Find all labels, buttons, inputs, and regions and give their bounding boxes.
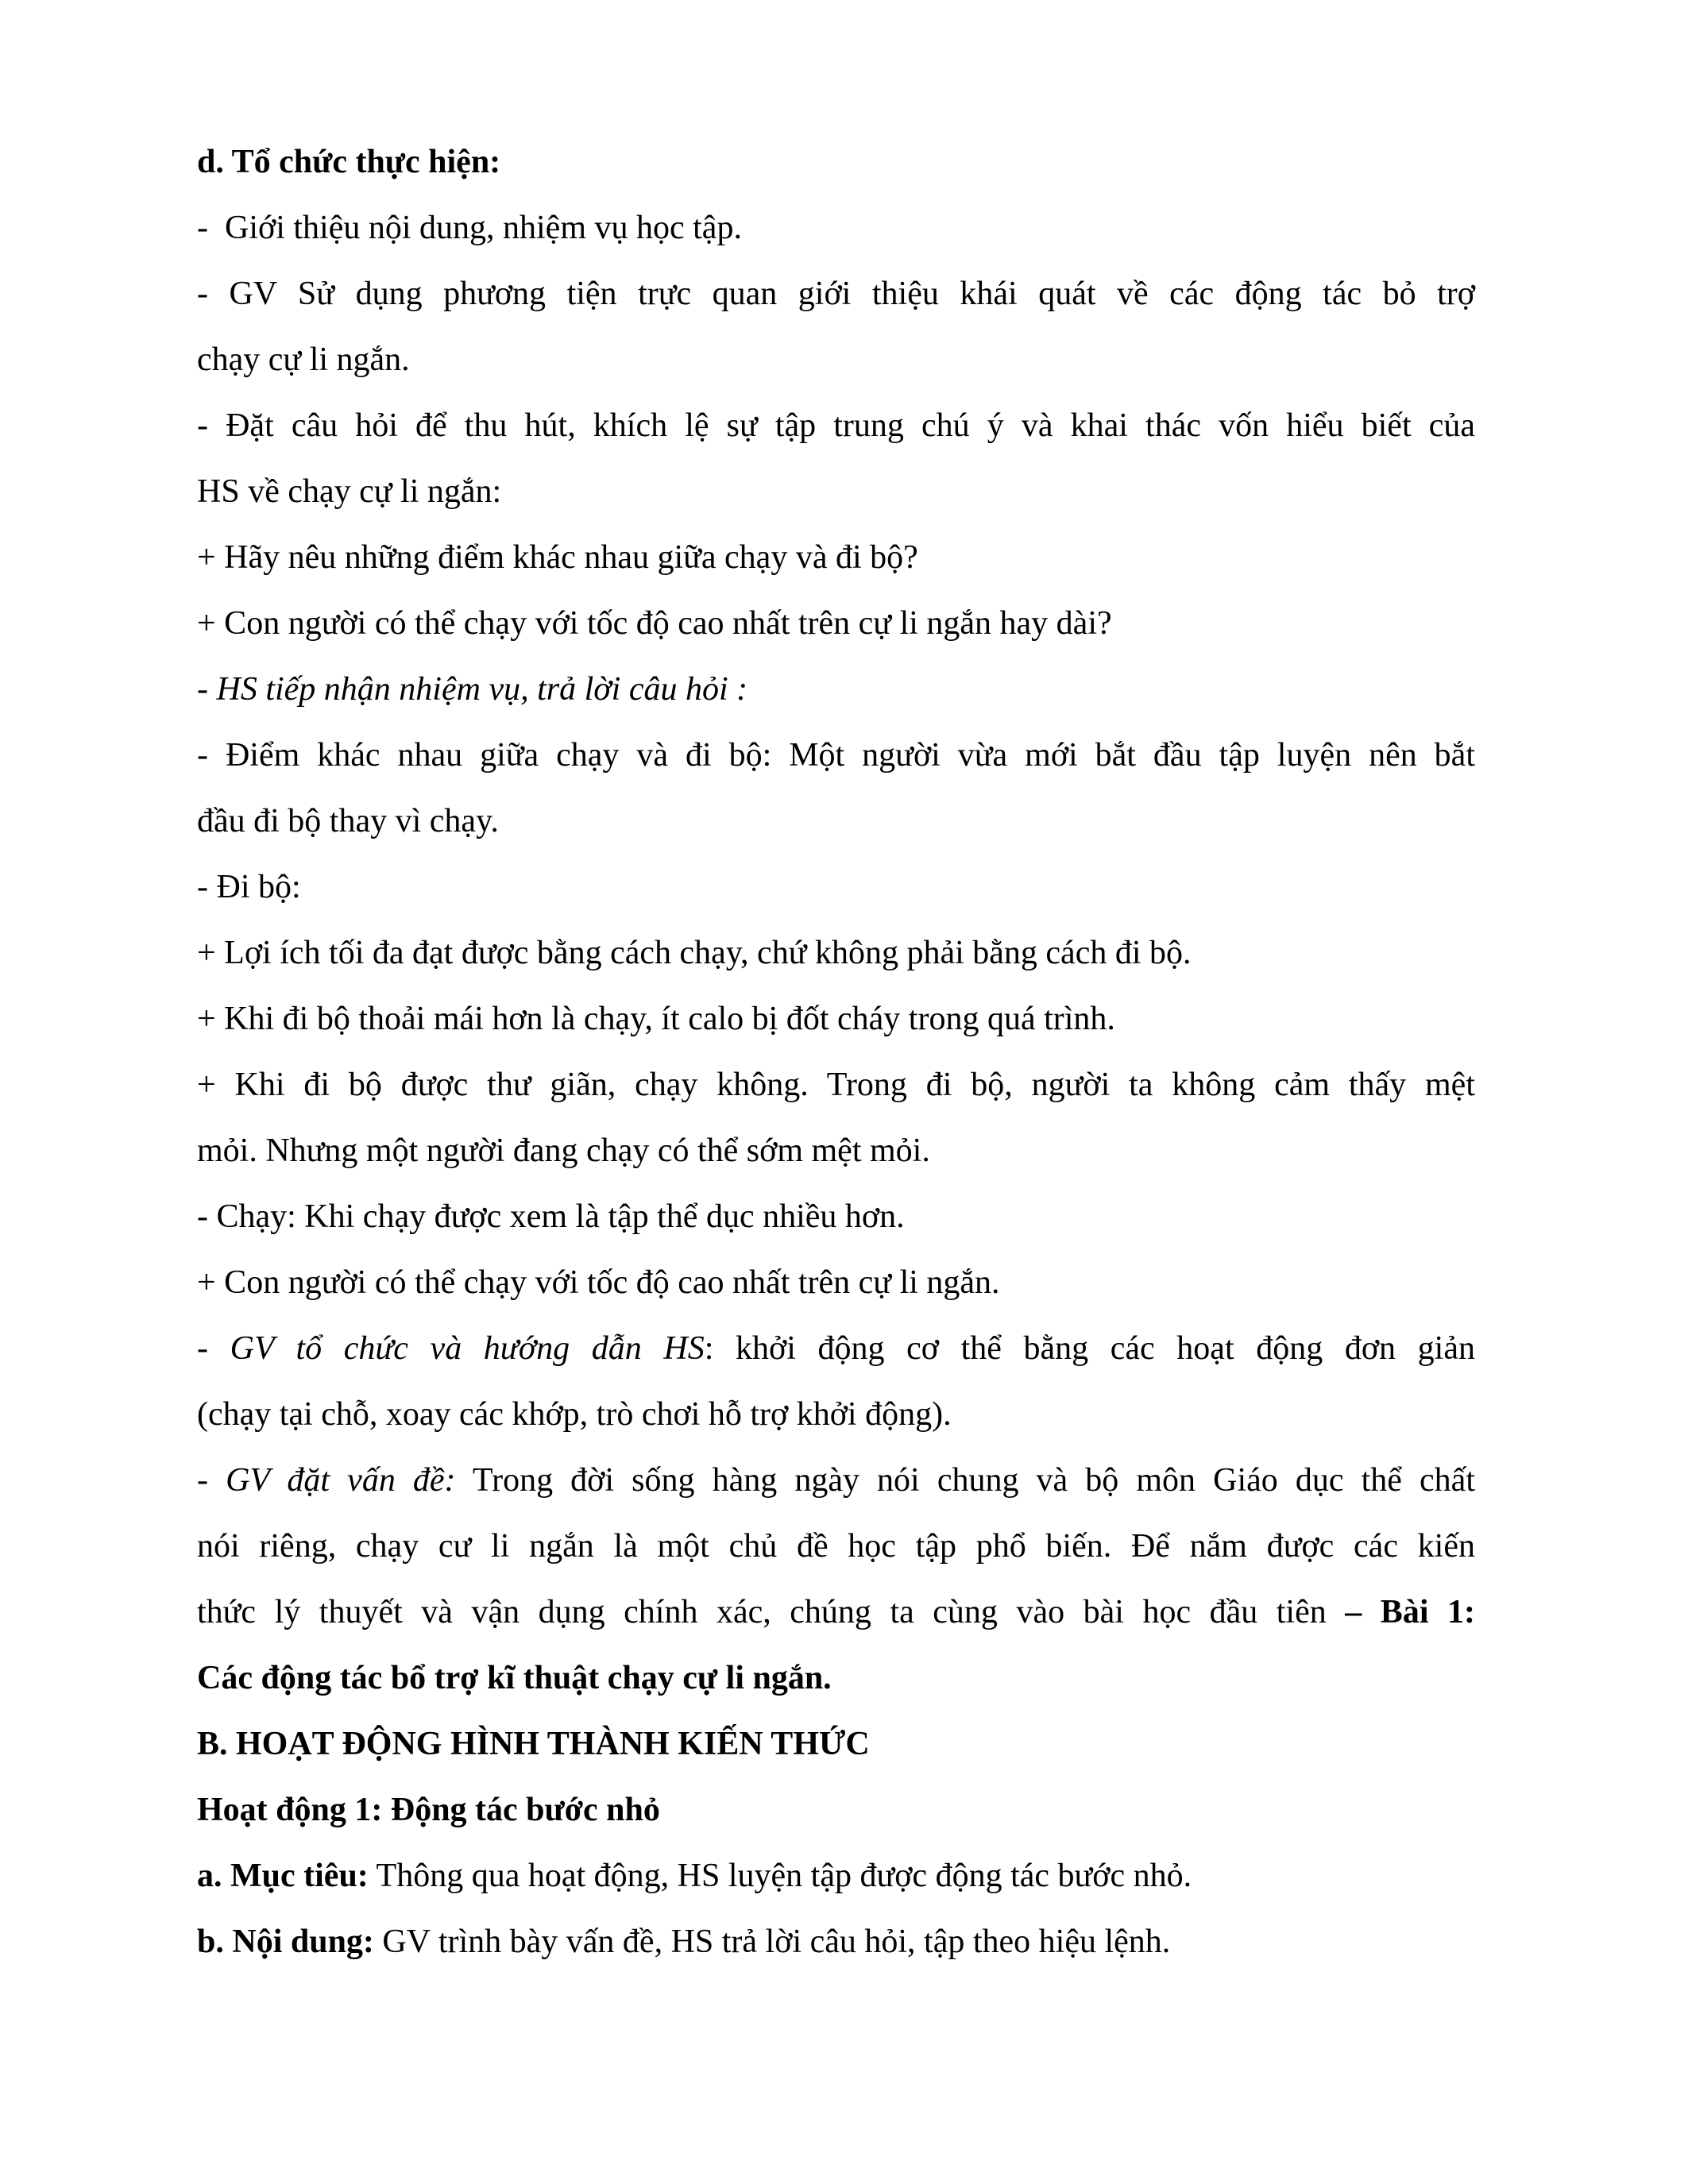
bold-text: b. Nội dung: (197, 1924, 374, 1960)
bold-text: d. Tổ chức thực hiện: (197, 144, 501, 180)
bold-text: Hoạt động 1: Động tác bước nhỏ (197, 1792, 660, 1828)
text-segment: (chạy tại chỗ, xoay các khớp, trò chơi hỗ trợ khởi động). (197, 1396, 952, 1433)
text-segment: + Con người có thể chạy với tốc độ cao nhất trên cự li ngắn hay dài? (197, 605, 1112, 642)
text-line (197, 459, 1475, 525)
bold-text: Các động tác bổ trợ kĩ thuật chạy cự li ngắn. (197, 1660, 832, 1696)
text-line (197, 1777, 1475, 1843)
text-segment: : khởi động cơ thể bằng các hoạt động đơn giản (704, 1330, 1475, 1367)
text-line (197, 1711, 1475, 1777)
text-segment: + Lợi ích tối đa đạt được bằng cách chạy, chứ không phải bằng cách đi bộ. (197, 935, 1192, 971)
text-segment: GV trình bày vấn đề, HS trả lời câu hỏi, tập theo hiệu lệnh. (373, 1924, 1171, 1960)
text-segment: - Điểm khác nhau giữa chạy và đi bộ: Một người vừa mới bắt đầu tập luyện nên bắt (197, 737, 1475, 774)
text-line (197, 1514, 1475, 1580)
text-segment: - Chạy: Khi chạy được xem là tập thể dục nhiều hơn. (197, 1198, 905, 1235)
text-line (197, 920, 1475, 986)
text-line (197, 723, 1475, 789)
italic-text: GV tổ chức và hướng dẫn HS (230, 1330, 705, 1367)
bold-text: – Bài 1: (1345, 1594, 1475, 1630)
text-line (197, 1382, 1475, 1448)
bold-text: B. HOẠT ĐỘNG HÌNH THÀNH KIẾN THỨC (197, 1726, 870, 1762)
text-line (197, 855, 1475, 920)
text-segment: thức lý thuyết và vận dụng chính xác, chúng ta cùng vào bài học đầu tiên (197, 1594, 1346, 1630)
text-segment: - Đi bộ: (197, 869, 301, 905)
text-line (197, 1646, 1475, 1711)
text-line (197, 657, 1475, 723)
text-segment: mỏi. Nhưng một người đang chạy có thể sớm mệt mỏi. (197, 1133, 930, 1169)
text-segment: + Hãy nêu những điểm khác nhau giữa chạy và đi bộ? (197, 539, 918, 576)
text-segment: Trong đời sống hàng ngày nói chung và bộ môn Giáo dục thể chất (455, 1462, 1475, 1499)
text-line (197, 525, 1475, 591)
text-line (197, 195, 1475, 261)
text-segment: + Khi đi bộ được thư giãn, chạy không. Trong đi bộ, người ta không cảm thấy mệt (197, 1067, 1475, 1103)
text-line (197, 393, 1475, 459)
text-line (197, 1316, 1475, 1382)
text-line (197, 1052, 1475, 1118)
text-line (197, 129, 1475, 195)
text-line (197, 1580, 1475, 1646)
text-segment: Thông qua hoạt động, HS luyện tập được động tác bước nhỏ. (368, 1858, 1192, 1894)
italic-text: - HS tiếp nhận nhiệm vụ, trả lời câu hỏi : (197, 671, 748, 708)
text-line (197, 1909, 1475, 1975)
text-segment: - (197, 1330, 230, 1367)
text-line (197, 789, 1475, 855)
text-line (197, 591, 1475, 657)
text-segment: đầu đi bộ thay vì chạy. (197, 803, 499, 839)
text-segment: chạy cự li ngắn. (197, 341, 410, 378)
text-line (197, 986, 1475, 1052)
text-line (197, 1843, 1475, 1909)
text-segment: + Khi đi bộ thoải mái hơn là chạy, ít calo bị đốt cháy trong quá trình. (197, 1001, 1115, 1037)
text-line (197, 327, 1475, 393)
text-line (197, 1118, 1475, 1184)
bold-text: a. Mục tiêu: (197, 1858, 369, 1894)
text-segment: - Giới thiệu nội dung, nhiệm vụ học tập. (197, 210, 742, 246)
text-line (197, 1250, 1475, 1316)
document-page (197, 129, 1475, 1975)
text-segment: + Con người có thể chạy với tốc độ cao nhất trên cự li ngắn. (197, 1264, 1000, 1301)
text-line (197, 1448, 1475, 1514)
text-segment: - GV Sử dụng phương tiện trực quan giới thiệu khái quát về các động tác bỏ trợ (197, 276, 1475, 312)
text-segment: HS về chạy cự li ngắn: (197, 473, 502, 510)
text-segment: - Đặt câu hỏi để thu hút, khích lệ sự tập trung chú ý và khai thác vốn hiểu biết của (197, 407, 1475, 444)
text-segment: - (197, 1462, 226, 1499)
text-line (197, 1184, 1475, 1250)
text-line (197, 261, 1475, 327)
text-segment: nói riêng, chạy cư li ngắn là một chủ đề học tập phổ biến. Để nắm được các kiến (197, 1528, 1475, 1565)
italic-text: GV đặt vấn đề: (226, 1462, 456, 1499)
